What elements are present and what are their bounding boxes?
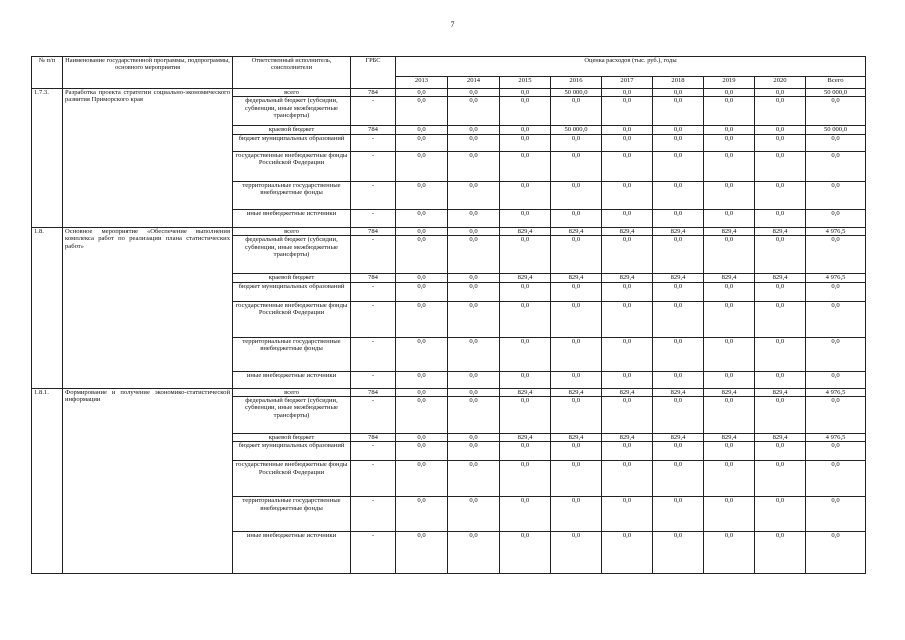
expense-value: 0,0 (396, 282, 448, 301)
expense-value: 0,0 (755, 209, 806, 227)
expense-value: 0,0 (704, 236, 755, 274)
expense-value: 0,0 (396, 388, 448, 396)
expense-value: 0,0 (704, 371, 755, 388)
expense-value: 0,0 (653, 236, 704, 274)
expense-value: 0,0 (806, 337, 866, 371)
expense-value: 0,0 (551, 497, 602, 532)
expense-value: 0,0 (806, 397, 866, 434)
expense-value: 0,0 (551, 532, 602, 574)
expense-value: 0,0 (602, 209, 653, 227)
expense-value: 0,0 (602, 371, 653, 388)
header-year: 2015 (500, 77, 551, 89)
expense-value: 0,0 (755, 532, 806, 574)
grbs-code: - (351, 209, 396, 227)
expense-value: 829,4 (500, 227, 551, 235)
expense-value: 0,0 (806, 497, 866, 532)
expense-value: 0,0 (448, 282, 500, 301)
funding-source: всего (233, 89, 351, 97)
expense-value: 0,0 (653, 126, 704, 134)
expense-value: 0,0 (551, 397, 602, 434)
expense-value: 0,0 (551, 181, 602, 209)
funding-source: федеральный бюджет (субсидии, субвенции, иные межбюджетные трансферты) (233, 397, 351, 434)
funding-source: бюджет муниципальных образований (233, 442, 351, 461)
expense-value: 0,0 (500, 97, 551, 126)
expense-value: 0,0 (653, 282, 704, 301)
expense-value: 0,0 (396, 181, 448, 209)
expense-value: 0,0 (396, 151, 448, 181)
expense-value: 0,0 (551, 97, 602, 126)
expense-value: 0,0 (500, 371, 551, 388)
expense-value: 0,0 (704, 151, 755, 181)
page-number: 7 (450, 20, 455, 29)
expense-value: 829,4 (551, 227, 602, 235)
header-executor: Ответственный исполнитель, соисполнители (233, 57, 351, 89)
expense-value: 0,0 (755, 126, 806, 134)
table-row (32, 227, 866, 235)
expense-value: 829,4 (602, 388, 653, 396)
expense-value: 0,0 (602, 497, 653, 532)
funding-source: федеральный бюджет (субсидии, субвенции, иные межбюджетные трансферты) (233, 97, 351, 126)
expense-value: 0,0 (551, 134, 602, 151)
expense-value: 50 000,0 (806, 89, 866, 97)
funding-source: федеральный бюджет (субсидии, субвенции, иные межбюджетные трансферты) (233, 236, 351, 274)
expense-value: 0,0 (704, 497, 755, 532)
expense-value: 0,0 (500, 89, 551, 97)
expense-value: 829,4 (602, 274, 653, 282)
header-grbs: ГРБС (351, 57, 396, 89)
expense-value: 0,0 (704, 282, 755, 301)
expense-value: 0,0 (602, 301, 653, 337)
expense-value: 0,0 (500, 282, 551, 301)
expense-value: 0,0 (704, 181, 755, 209)
expense-value: 0,0 (551, 461, 602, 497)
expense-value: 0,0 (500, 397, 551, 434)
expense-value: 0,0 (704, 301, 755, 337)
expense-value: 0,0 (448, 274, 500, 282)
expense-value: 0,0 (653, 301, 704, 337)
expense-value: 0,0 (704, 97, 755, 126)
expense-value: 0,0 (602, 532, 653, 574)
expense-value: 50 000,0 (806, 126, 866, 134)
row-number: 1.7.3. (32, 89, 63, 228)
expense-value: 829,4 (551, 434, 602, 442)
funding-source: всего (233, 227, 351, 235)
expense-value: 0,0 (755, 442, 806, 461)
expense-value: 0,0 (602, 397, 653, 434)
expense-value: 0,0 (551, 236, 602, 274)
expense-value: 0,0 (396, 532, 448, 574)
expense-value: 0,0 (704, 89, 755, 97)
header-year: 2013 (396, 77, 448, 89)
grbs-code: 784 (351, 434, 396, 442)
expense-value: 0,0 (755, 337, 806, 371)
header-year: 2019 (704, 77, 755, 89)
grbs-code: - (351, 371, 396, 388)
expense-value: 0,0 (448, 151, 500, 181)
expense-value: 0,0 (653, 497, 704, 532)
expense-value: 4 976,5 (806, 388, 866, 396)
expense-value: 829,4 (602, 227, 653, 235)
expense-value: 0,0 (806, 442, 866, 461)
expense-value: 0,0 (704, 337, 755, 371)
expense-value: 50 000,0 (551, 126, 602, 134)
grbs-code: - (351, 397, 396, 434)
expense-value: 829,4 (551, 388, 602, 396)
grbs-code: 784 (351, 126, 396, 134)
expense-value: 0,0 (755, 282, 806, 301)
grbs-code: - (351, 151, 396, 181)
funding-source: всего (233, 388, 351, 396)
expense-value: 0,0 (500, 209, 551, 227)
expense-value: 0,0 (653, 209, 704, 227)
expense-value: 0,0 (602, 442, 653, 461)
grbs-code: - (351, 497, 396, 532)
expense-value: 4 976,5 (806, 434, 866, 442)
expense-value: 0,0 (500, 151, 551, 181)
expense-value: 0,0 (704, 126, 755, 134)
expense-value: 0,0 (500, 301, 551, 337)
funding-source: бюджет муниципальных образований (233, 134, 351, 151)
expense-value: 0,0 (396, 134, 448, 151)
expense-value: 0,0 (755, 461, 806, 497)
expense-value: 829,4 (653, 274, 704, 282)
expense-value: 0,0 (396, 442, 448, 461)
expense-value: 0,0 (755, 134, 806, 151)
expense-value: 829,4 (755, 434, 806, 442)
expense-value: 0,0 (551, 371, 602, 388)
header-year: 2016 (551, 77, 602, 89)
expense-value: 0,0 (602, 236, 653, 274)
grbs-code: - (351, 337, 396, 371)
expense-value: 0,0 (653, 371, 704, 388)
expense-value: 0,0 (704, 461, 755, 497)
expense-value: 0,0 (653, 461, 704, 497)
expense-value: 0,0 (500, 126, 551, 134)
expense-value: 0,0 (448, 97, 500, 126)
expense-value: 0,0 (602, 461, 653, 497)
expense-value: 0,0 (602, 89, 653, 97)
expense-value: 0,0 (806, 282, 866, 301)
expense-value: 0,0 (500, 337, 551, 371)
expense-value: 0,0 (396, 89, 448, 97)
funding-source: бюджет муниципальных образований (233, 282, 351, 301)
grbs-code: - (351, 97, 396, 126)
expense-value: 829,4 (602, 434, 653, 442)
expense-value: 0,0 (551, 282, 602, 301)
header-name: Наименование государственной программы, подпрограммы, основного мероприятия (63, 57, 233, 89)
funding-source: территориальные государственные внебюджетные фонды (233, 181, 351, 209)
table-row (32, 388, 866, 396)
expense-value: 0,0 (653, 397, 704, 434)
expense-value: 0,0 (602, 181, 653, 209)
expense-value: 829,4 (653, 388, 704, 396)
expense-value: 0,0 (602, 126, 653, 134)
expense-value: 0,0 (500, 236, 551, 274)
header-year: 2017 (602, 77, 653, 89)
expense-value: 0,0 (396, 227, 448, 235)
expense-value: 0,0 (653, 97, 704, 126)
expense-value: 0,0 (755, 97, 806, 126)
grbs-code: - (351, 282, 396, 301)
expense-value: 829,4 (500, 274, 551, 282)
row-number: 1.8. (32, 227, 63, 388)
activity-name: Формирование и получение экономико-статистической информации (63, 388, 233, 574)
expense-value: 829,4 (500, 434, 551, 442)
expense-value: 829,4 (755, 388, 806, 396)
expense-value: 829,4 (704, 388, 755, 396)
expense-value: 0,0 (396, 337, 448, 371)
grbs-code: - (351, 532, 396, 574)
expense-value: 0,0 (500, 497, 551, 532)
expense-value: 0,0 (448, 181, 500, 209)
grbs-code: 784 (351, 274, 396, 282)
expense-value: 0,0 (396, 397, 448, 434)
expense-value: 0,0 (500, 181, 551, 209)
expense-value: 0,0 (806, 371, 866, 388)
expense-value: 0,0 (448, 532, 500, 574)
header-num: № п/п (32, 57, 63, 89)
grbs-code: - (351, 301, 396, 337)
expense-value: 0,0 (396, 97, 448, 126)
activity-name: Разработка проекта стратегии социально-экономического развития Приморского края (63, 89, 233, 228)
funding-source: краевой бюджет (233, 274, 351, 282)
expense-value: 50 000,0 (551, 89, 602, 97)
expense-value: 0,0 (448, 134, 500, 151)
expense-value: 0,0 (448, 397, 500, 434)
expense-value: 829,4 (653, 227, 704, 235)
header-estimate: Оценка расходов (тыс. руб.), годы (396, 57, 866, 77)
expense-value: 0,0 (396, 236, 448, 274)
expense-value: 0,0 (755, 151, 806, 181)
grbs-code: 784 (351, 89, 396, 97)
expense-value: 0,0 (448, 236, 500, 274)
funding-source: государственные внебюджетные фонды Российской Федерации (233, 151, 351, 181)
expense-value: 0,0 (448, 337, 500, 371)
header-year: 2014 (448, 77, 500, 89)
expense-value: 0,0 (653, 532, 704, 574)
funding-source: краевой бюджет (233, 126, 351, 134)
grbs-code: 784 (351, 388, 396, 396)
expense-value: 829,4 (755, 274, 806, 282)
grbs-code: - (351, 442, 396, 461)
expense-value: 0,0 (602, 282, 653, 301)
expense-value: 0,0 (755, 301, 806, 337)
grbs-code: - (351, 461, 396, 497)
expense-value: 0,0 (704, 532, 755, 574)
expense-value: 0,0 (396, 274, 448, 282)
expense-value: 0,0 (653, 151, 704, 181)
funding-source: государственные внебюджетные фонды Российской Федерации (233, 301, 351, 337)
expense-value: 829,4 (704, 274, 755, 282)
expense-value: 0,0 (806, 134, 866, 151)
expense-value: 0,0 (500, 532, 551, 574)
expense-value: 0,0 (448, 126, 500, 134)
expense-value: 0,0 (755, 181, 806, 209)
expense-value: 0,0 (448, 89, 500, 97)
expense-value: 0,0 (500, 461, 551, 497)
expense-value: 0,0 (448, 442, 500, 461)
expense-value: 0,0 (551, 442, 602, 461)
expense-value: 0,0 (448, 497, 500, 532)
funding-source: краевой бюджет (233, 434, 351, 442)
expense-value: 829,4 (500, 388, 551, 396)
expense-value: 0,0 (755, 497, 806, 532)
expense-value: 0,0 (806, 532, 866, 574)
expense-value: 0,0 (500, 134, 551, 151)
table-row (32, 89, 866, 97)
expense-value: 0,0 (551, 209, 602, 227)
expense-value: 0,0 (806, 209, 866, 227)
expense-value: 0,0 (602, 337, 653, 371)
expense-value: 0,0 (653, 181, 704, 209)
grbs-code: 784 (351, 227, 396, 235)
expense-value: 0,0 (448, 371, 500, 388)
expense-value: 0,0 (806, 97, 866, 126)
expense-value: 0,0 (396, 301, 448, 337)
expense-value: 0,0 (396, 461, 448, 497)
funding-source: иные внебюджетные источники (233, 532, 351, 574)
expense-value: 0,0 (653, 442, 704, 461)
expense-value: 4 976,5 (806, 227, 866, 235)
activity-name: Основное мероприятие «Обеспечение выполнения комплекса работ по реализации плана статистических работ» (63, 227, 233, 388)
expense-value: 0,0 (448, 301, 500, 337)
header-year: Всего (806, 77, 866, 89)
expense-value: 0,0 (396, 434, 448, 442)
expense-value: 0,0 (653, 89, 704, 97)
expense-value: 0,0 (551, 151, 602, 181)
expense-value: 829,4 (704, 434, 755, 442)
expense-value: 0,0 (806, 301, 866, 337)
expense-value: 4 976,5 (806, 274, 866, 282)
expense-value: 829,4 (551, 274, 602, 282)
grbs-code: - (351, 134, 396, 151)
expense-value: 829,4 (755, 227, 806, 235)
row-number: 1.8.1. (32, 388, 63, 574)
funding-source: иные внебюджетные источники (233, 209, 351, 227)
funding-source: государственные внебюджетные фонды Российской Федерации (233, 461, 351, 497)
expense-value: 0,0 (551, 301, 602, 337)
expense-value: 0,0 (602, 97, 653, 126)
expense-value: 0,0 (653, 134, 704, 151)
expense-value: 0,0 (755, 397, 806, 434)
expense-value: 0,0 (704, 442, 755, 461)
expense-value: 0,0 (704, 209, 755, 227)
funding-source: территориальные государственные внебюджетные фонды (233, 497, 351, 532)
expense-value: 0,0 (755, 371, 806, 388)
budget-table (31, 56, 866, 574)
expense-value: 0,0 (806, 461, 866, 497)
expense-value: 0,0 (396, 209, 448, 227)
grbs-code: - (351, 236, 396, 274)
expense-value: 0,0 (704, 397, 755, 434)
expense-value: 0,0 (755, 236, 806, 274)
expense-value: 0,0 (653, 337, 704, 371)
expense-value: 0,0 (396, 126, 448, 134)
expense-value: 0,0 (551, 337, 602, 371)
funding-source: иные внебюджетные источники (233, 371, 351, 388)
expense-value: 0,0 (448, 434, 500, 442)
expense-value: 0,0 (396, 371, 448, 388)
expense-value: 829,4 (704, 227, 755, 235)
expense-value: 0,0 (500, 442, 551, 461)
expense-value: 0,0 (806, 151, 866, 181)
expense-value: 829,4 (653, 434, 704, 442)
expense-value: 0,0 (704, 134, 755, 151)
expense-value: 0,0 (806, 181, 866, 209)
header-year: 2020 (755, 77, 806, 89)
expense-value: 0,0 (755, 89, 806, 97)
funding-source: территориальные государственные внебюджетные фонды (233, 337, 351, 371)
expense-value: 0,0 (448, 388, 500, 396)
expense-value: 0,0 (448, 461, 500, 497)
expense-value: 0,0 (448, 209, 500, 227)
grbs-code: - (351, 181, 396, 209)
expense-value: 0,0 (448, 227, 500, 235)
expense-value: 0,0 (602, 134, 653, 151)
expense-value: 0,0 (806, 236, 866, 274)
header-year: 2018 (653, 77, 704, 89)
expense-value: 0,0 (602, 151, 653, 181)
expense-value: 0,0 (396, 497, 448, 532)
